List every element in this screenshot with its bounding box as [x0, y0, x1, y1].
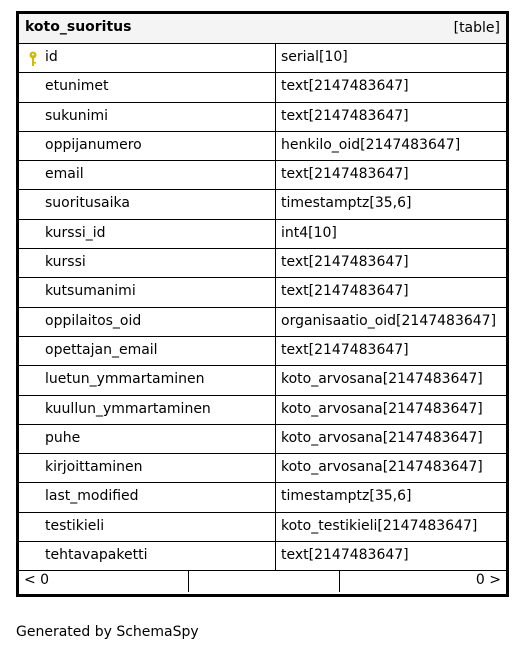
column-name: sukunimi: [45, 107, 109, 124]
key-icon: [27, 51, 39, 67]
column-type-cell: [277, 483, 506, 511]
column-name: last_modified: [45, 488, 139, 505]
column-name: kurssi: [45, 254, 86, 271]
column-type: organisaatio_oid[2147483647]: [281, 312, 497, 329]
column-type: koto_arvosana[2147483647]: [281, 429, 483, 446]
column-type-cell: [277, 190, 506, 218]
table-name: koto_suoritus: [25, 19, 132, 35]
column-name: id: [45, 49, 58, 65]
column-row[interactable]: [19, 132, 506, 161]
column-type-cell: [277, 249, 506, 277]
parent-count: < 0: [24, 572, 50, 588]
table-footer: [19, 570, 506, 594]
column-name: kutsumanimi: [45, 283, 136, 300]
column-name: email: [45, 166, 84, 183]
column-name-cell: [19, 44, 276, 72]
column-type-cell: [277, 366, 506, 394]
column-name: kirjoittaminen: [45, 459, 143, 476]
column-type-cell: [277, 73, 506, 101]
column-name-cell: [19, 513, 276, 541]
column-row[interactable]: [19, 103, 506, 132]
column-type-cell: [277, 542, 506, 570]
column-type-cell: [277, 44, 506, 72]
column-type: text[2147483647]: [281, 547, 409, 564]
column-type: text[2147483647]: [281, 283, 409, 300]
table-entity-koto-suoritus[interactable]: [16, 11, 509, 597]
column-row[interactable]: [19, 249, 506, 278]
column-name-cell: [19, 220, 276, 248]
column-row[interactable]: [19, 513, 506, 542]
column-name-cell: [19, 542, 276, 570]
column-type-cell: [277, 513, 506, 541]
column-row[interactable]: [19, 73, 506, 102]
column-row[interactable]: [19, 425, 506, 454]
column-name: opettajan_email: [45, 341, 158, 358]
column-row[interactable]: [19, 278, 506, 307]
column-name-cell: [19, 190, 276, 218]
column-type: koto_arvosana[2147483647]: [281, 400, 483, 417]
column-type: timestamptz[35,6]: [281, 195, 412, 212]
column-name: oppilaitos_oid: [45, 312, 142, 329]
column-type-cell: [277, 454, 506, 482]
column-name: suoritusaika: [45, 195, 130, 212]
column-type-cell: [277, 396, 506, 424]
column-row[interactable]: [19, 366, 506, 395]
column-name-cell: [19, 396, 276, 424]
column-name-cell: [19, 308, 276, 336]
column-type-cell: [277, 308, 506, 336]
column-name-cell: [19, 73, 276, 101]
column-name: tehtavapaketti: [45, 547, 148, 564]
column-type-cell: [277, 220, 506, 248]
column-type-cell: [277, 161, 506, 189]
column-row[interactable]: [19, 220, 506, 249]
column-type: text[2147483647]: [281, 341, 409, 358]
footer-divider: [339, 571, 340, 592]
column-type: serial[10]: [281, 49, 348, 65]
column-row[interactable]: [19, 161, 506, 190]
column-name-cell: [19, 132, 276, 160]
column-row[interactable]: [19, 396, 506, 425]
column-name: puhe: [45, 429, 81, 446]
column-name-cell: [19, 454, 276, 482]
column-name: kuullun_ymmartaminen: [45, 400, 211, 417]
column-type: henkilo_oid[2147483647]: [281, 136, 461, 153]
column-name: testikieli: [45, 517, 105, 534]
column-type: koto_arvosana[2147483647]: [281, 459, 483, 476]
column-type: koto_arvosana[2147483647]: [281, 371, 483, 388]
generated-by-label: Generated by SchemaSpy: [16, 624, 199, 640]
column-row[interactable]: [19, 308, 506, 337]
column-name: etunimet: [45, 78, 109, 95]
column-name-cell: [19, 425, 276, 453]
column-row[interactable]: [19, 44, 506, 73]
column-row[interactable]: [19, 483, 506, 512]
column-name-cell: [19, 278, 276, 306]
column-list: [19, 44, 506, 571]
child-count: 0 >: [475, 572, 501, 588]
column-type: text[2147483647]: [281, 254, 409, 271]
column-name-cell: [19, 161, 276, 189]
column-name-cell: [19, 337, 276, 365]
column-type: timestamptz[35,6]: [281, 488, 412, 505]
table-header: [19, 14, 506, 44]
column-type-cell: [277, 425, 506, 453]
column-row[interactable]: [19, 337, 506, 366]
footer-divider: [188, 571, 189, 592]
column-type: text[2147483647]: [281, 107, 409, 124]
column-row[interactable]: [19, 542, 506, 571]
column-type: koto_testikieli[2147483647]: [281, 517, 478, 534]
column-type-cell: [277, 103, 506, 131]
column-name-cell: [19, 249, 276, 277]
column-name-cell: [19, 366, 276, 394]
column-type: text[2147483647]: [281, 166, 409, 183]
column-type-cell: [277, 132, 506, 160]
column-type: int4[10]: [281, 224, 337, 241]
column-name: kurssi_id: [45, 224, 106, 241]
column-row[interactable]: [19, 454, 506, 483]
column-row[interactable]: [19, 190, 506, 219]
column-type-cell: [277, 337, 506, 365]
column-type-cell: [277, 278, 506, 306]
column-name: oppijanumero: [45, 136, 142, 153]
column-name-cell: [19, 483, 276, 511]
column-name-cell: [19, 103, 276, 131]
table-kind: [table]: [453, 20, 500, 36]
column-name: luetun_ymmartaminen: [45, 371, 205, 388]
column-type: text[2147483647]: [281, 78, 409, 95]
